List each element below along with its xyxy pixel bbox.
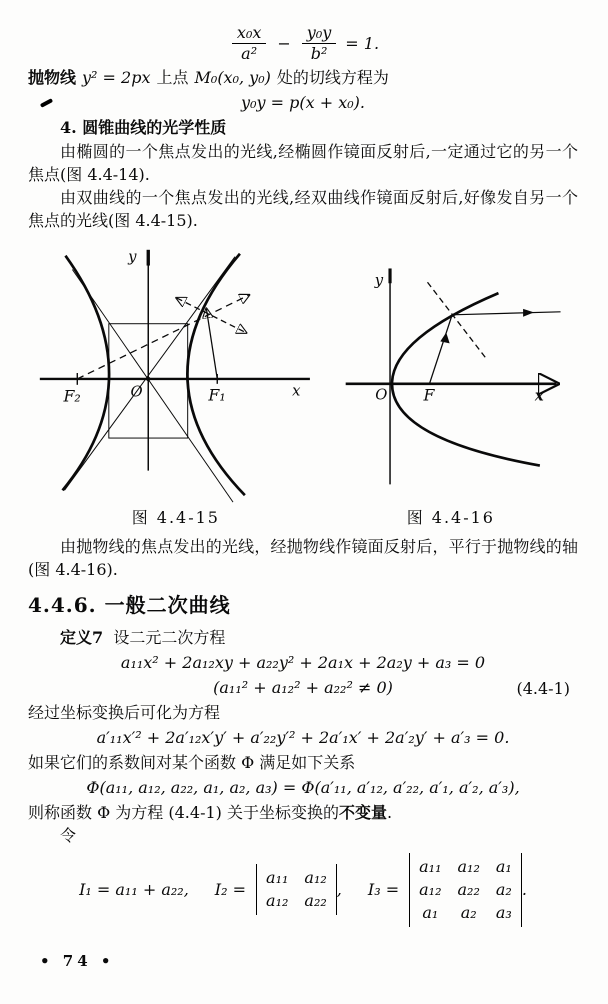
after-transform-text: 经过坐标变换后可化为方程 [28, 702, 221, 722]
point-m0: M₀(x₀, y₀) [194, 67, 271, 87]
transformed-quadratic-formula: a′₁₁x′² + 2a′₁₂x′y′ + a′₂₂y′² + 2a′₁x′ + 2a′₂y′ + a′₃ = 0. [96, 727, 510, 747]
general-quadratic-formula: a₁₁x² + 2a₁₂xy + a₂₂y² + 2a₁x + 2a₂y + a₃ = 0 [120, 652, 486, 672]
parabola-lower-branch [392, 384, 540, 466]
det3-cell: a₂ [460, 902, 477, 922]
det3-cell: a₂₂ [457, 879, 480, 899]
minus-operator: − [277, 34, 291, 54]
focus-f1-label: F₁ [208, 385, 226, 405]
figure-15-caption: 图 4.4-15 [131, 507, 220, 527]
det2-cell: a₁₂ [266, 891, 289, 911]
section-heading: 4.4.6. 一般二次曲线 [28, 592, 231, 617]
focus-f2-label: F₂ [63, 386, 81, 406]
parabola-term-bold: 抛物线 [28, 67, 77, 87]
det2-cell: a₂₂ [304, 891, 327, 911]
phi-intro-text: 如果它们的系数间对某个函数 Φ 满足如下关系 [28, 752, 356, 772]
fraction-numerator: x₀x [232, 24, 266, 44]
x-axis-label: x [292, 382, 301, 400]
phi-relation-formula: Φ(a₁₁, a₁₂, a₂₂, a₁, a₂, a₃) = Φ(a′₁₁, a′₁₂, a′₂₂, a′₁, a′₂, a′₃), [86, 777, 520, 797]
intro-text-tail: 处的切线方程为 [276, 67, 389, 87]
det2-cell: a₁₁ [266, 868, 289, 888]
det3-cell: a₁₁ [419, 856, 442, 876]
nonzero-condition: (a₁₁² + a₁₂² + a₂₂² ≠ 0) [213, 677, 393, 697]
invariant-i3-period: . [521, 880, 527, 900]
incident-ray-from-f [429, 315, 452, 384]
definition-label: 定义7 [60, 627, 104, 647]
axes [40, 250, 310, 471]
definition-text: 设二元二次方程 [113, 627, 226, 647]
equation-number-tag: (4.4-1) [516, 678, 570, 698]
invariant-i2-comma: , [336, 880, 342, 900]
figure-parabola-reflection [324, 240, 578, 498]
fraction-x-term [232, 24, 266, 64]
equation-phi-relation [28, 776, 578, 799]
equation-parabola-tangent: y₀y = p(x + x₀). [241, 92, 365, 112]
axes [345, 268, 556, 484]
det3-cell: a₁₂ [457, 856, 480, 876]
intro-text-mid: 上点 [156, 67, 189, 87]
page-number: • 74 • [40, 952, 115, 970]
fraction-y-term [302, 24, 337, 64]
invariant-i3-label: I₃ = [367, 880, 400, 900]
fraction-denominator: a² [241, 44, 258, 64]
paragraph-ellipse-optics: 由椭圆的一个焦点发出的光线,经椭圆作镜面反射后,一定通过它的另一个焦点(图 4.4-14). [28, 141, 578, 184]
origin-dot [146, 377, 150, 381]
invariant-term-bold: 不变量 [338, 802, 387, 822]
equation-transformed-quadratic [28, 726, 578, 749]
figure-16-caption: 图 4.4-16 [406, 507, 495, 527]
asymptote-2 [64, 256, 235, 490]
ink-smudge [40, 98, 53, 108]
fraction-denominator: b² [310, 44, 328, 64]
origin-label: O [130, 383, 143, 401]
equation-nonzero-condition-row [28, 676, 578, 699]
let-word: 令 [60, 825, 77, 845]
det3-cell: a₁ [495, 856, 512, 876]
invariant-i2-label: I₂ = [214, 880, 247, 900]
det3-cell: a₃ [495, 902, 512, 922]
equation-hyperbola-tangent [28, 24, 578, 64]
incident-ray-f1 [206, 309, 217, 379]
determinant-3x3 [409, 853, 522, 927]
parabola-tangent-intro [28, 66, 578, 89]
origin-label: O [374, 386, 388, 404]
invariant-statement [28, 801, 578, 824]
tangent-line-at-p [427, 282, 486, 359]
invariants-equation-row [28, 853, 578, 927]
y-axis-label: y [128, 248, 137, 266]
y-axis-label: y [374, 272, 383, 290]
incident-ray-arrowhead [440, 332, 449, 343]
x-axis-label: x [534, 387, 544, 405]
focus-f-label: F [423, 385, 435, 405]
figures-row [28, 240, 578, 506]
invariant-post: . [387, 802, 393, 822]
equation-rhs: = 1. [345, 34, 380, 54]
figure-captions-row [28, 506, 578, 529]
equation-parabola-tangent-row [28, 91, 578, 114]
figure-hyperbola-reflection [28, 240, 324, 506]
det3-cell: a₁₂ [419, 879, 442, 899]
invariant-i1: I₁ = a₁₁ + a₂₂, [79, 880, 189, 900]
det3-cell: a₂ [495, 879, 512, 899]
paragraph-hyperbola-optics: 由双曲线的一个焦点发出的光线,经双曲线作镜面反射后,好像发自另一个焦点的光线(图 4.4-15). [28, 187, 578, 230]
parabola-equation-inline: y² = 2px [82, 67, 151, 87]
determinant-2x2 [256, 864, 337, 915]
fraction-numerator: y₀y [302, 24, 337, 44]
virtual-ray-from-f2 [77, 295, 249, 379]
optics-heading: 4. 圆锥曲线的光学性质 [60, 117, 227, 137]
equation-general-quadratic [28, 651, 578, 674]
reflected-ray-parallel-axis [452, 312, 560, 315]
hyperbola-left-branch [62, 255, 109, 490]
definition-7-line [28, 626, 578, 649]
invariant-pre: 则称函数 Φ 为方程 (4.4-1) 关于坐标变换的 [28, 802, 339, 822]
det2-cell: a₁₂ [304, 868, 327, 888]
paragraph-parabola-optics: 由抛物线的焦点发出的光线，经抛物线作镜面反射后，平行于抛物线的轴(图 4.4-16). [28, 536, 578, 579]
det3-cell: a₁ [422, 902, 439, 922]
reflected-ray-arrowhead [523, 309, 534, 317]
